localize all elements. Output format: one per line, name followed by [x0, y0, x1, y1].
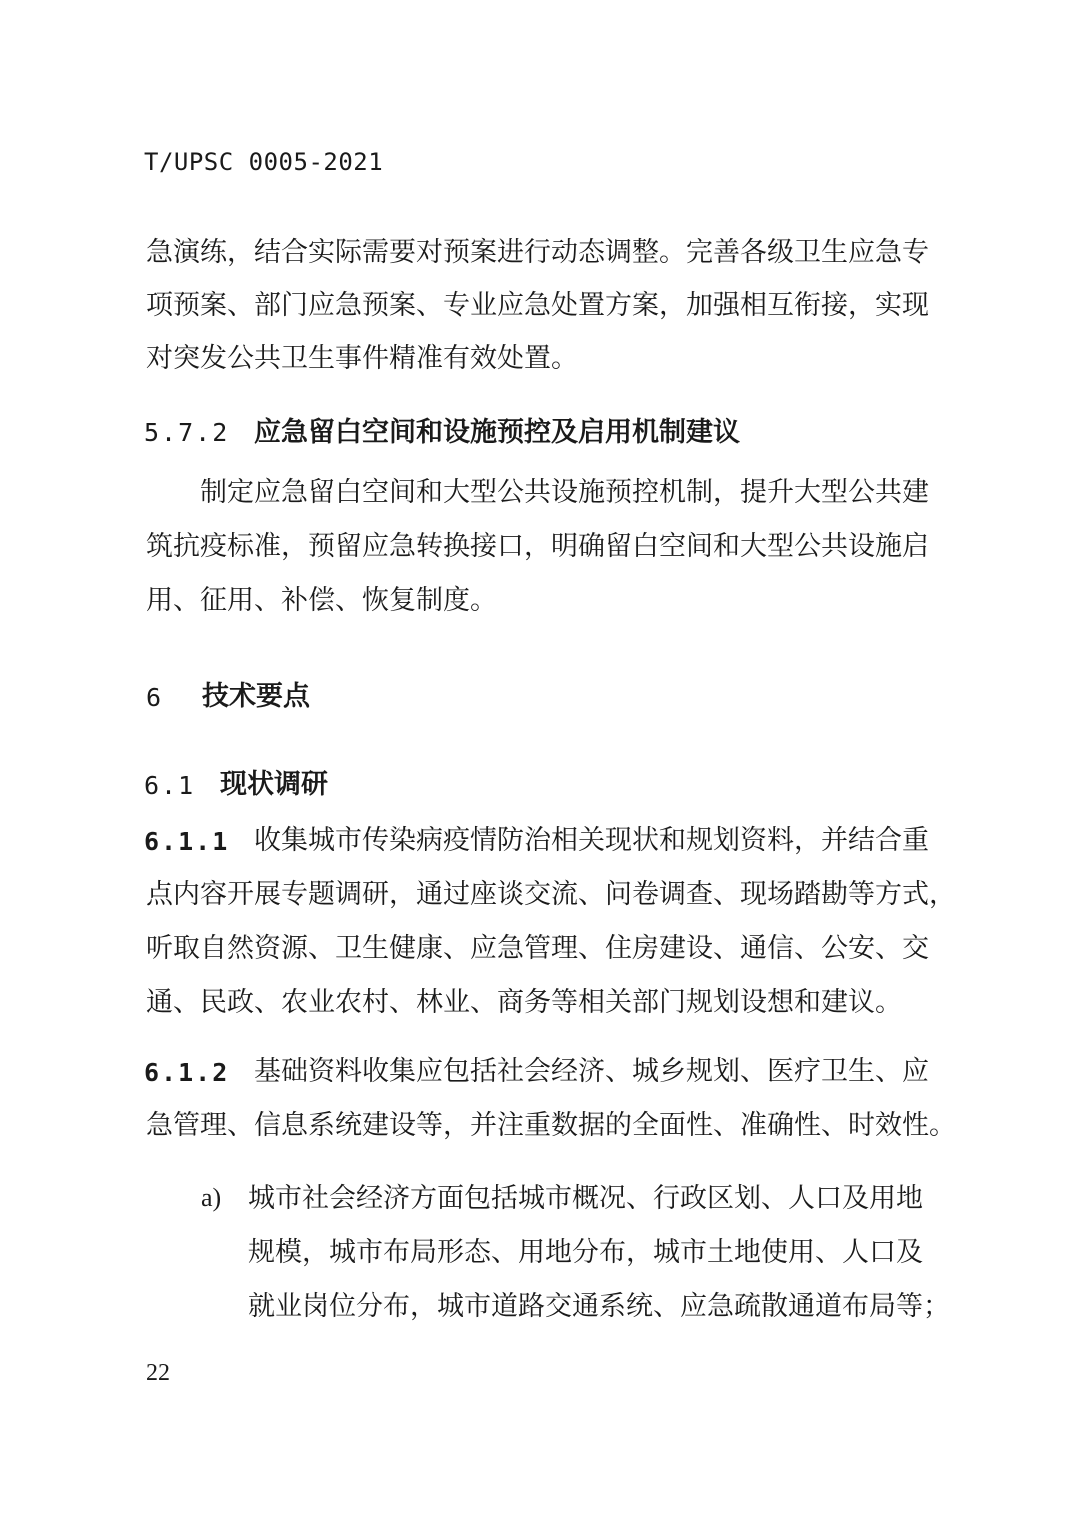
paragraph-line: 急管理、信息系统建设等，并注重数据的全面性、准确性、时效性。 [146, 1110, 956, 1141]
paragraph-line: 点内容开展专题调研，通过座谈交流、问卷调查、现场踏勘等方式， [146, 879, 956, 910]
section-number: 5.7.2 [144, 418, 230, 447]
clause-number: 6.1.2 [144, 1058, 230, 1087]
section-number: 6.1 [144, 771, 196, 800]
paragraph-line: 筑抗疫标准，预留应急转换接口，明确留白空间和大型公共设施启 [146, 531, 929, 562]
paragraph-line: 通、民政、农业农村、林业、商务等相关部门规划设想和建议。 [146, 987, 902, 1018]
chapter-title: 技术要点 [202, 681, 310, 712]
paragraph-line: 听取自然资源、卫生健康、应急管理、住房建设、通信、公安、交 [146, 933, 929, 964]
paragraph-line: 对突发公共卫生事件精准有效处置。 [146, 343, 578, 374]
paragraph-line: 急演练，结合实际需要对预案进行动态调整。完善各级卫生应急专 [146, 237, 929, 268]
chapter-number: 6 [146, 683, 164, 712]
paragraph-line: 用、征用、补偿、恢复制度。 [146, 585, 497, 616]
paragraph-line: 城市社会经济方面包括城市概况、行政区划、人口及用地 [248, 1183, 923, 1214]
clause-number: 6.1.1 [144, 827, 230, 856]
paragraph-line: 就业岗位分布，城市道路交通系统、应急疏散通道布局等； [248, 1291, 950, 1322]
paragraph-line: 规模，城市布局形态、用地分布，城市土地使用、人口及 [248, 1237, 923, 1268]
document-code: T/UPSC 0005-2021 [144, 148, 384, 176]
section-title: 应急留白空间和设施预控及启用机制建议 [254, 417, 740, 448]
section-title: 现状调研 [220, 769, 328, 800]
paragraph-line: 收集城市传染病疫情防治相关现状和规划资料，并结合重 [254, 825, 929, 856]
paragraph-line: 基础资料收集应包括社会经济、城乡规划、医疗卫生、应 [254, 1056, 929, 1087]
paragraph-line: 项预案、部门应急预案、专业应急处置方案，加强相互衔接，实现 [146, 290, 929, 321]
list-marker: a) [201, 1183, 222, 1212]
paragraph-line: 制定应急留白空间和大型公共设施预控机制，提升大型公共建 [200, 477, 929, 508]
page-number: 22 [146, 1360, 170, 1386]
